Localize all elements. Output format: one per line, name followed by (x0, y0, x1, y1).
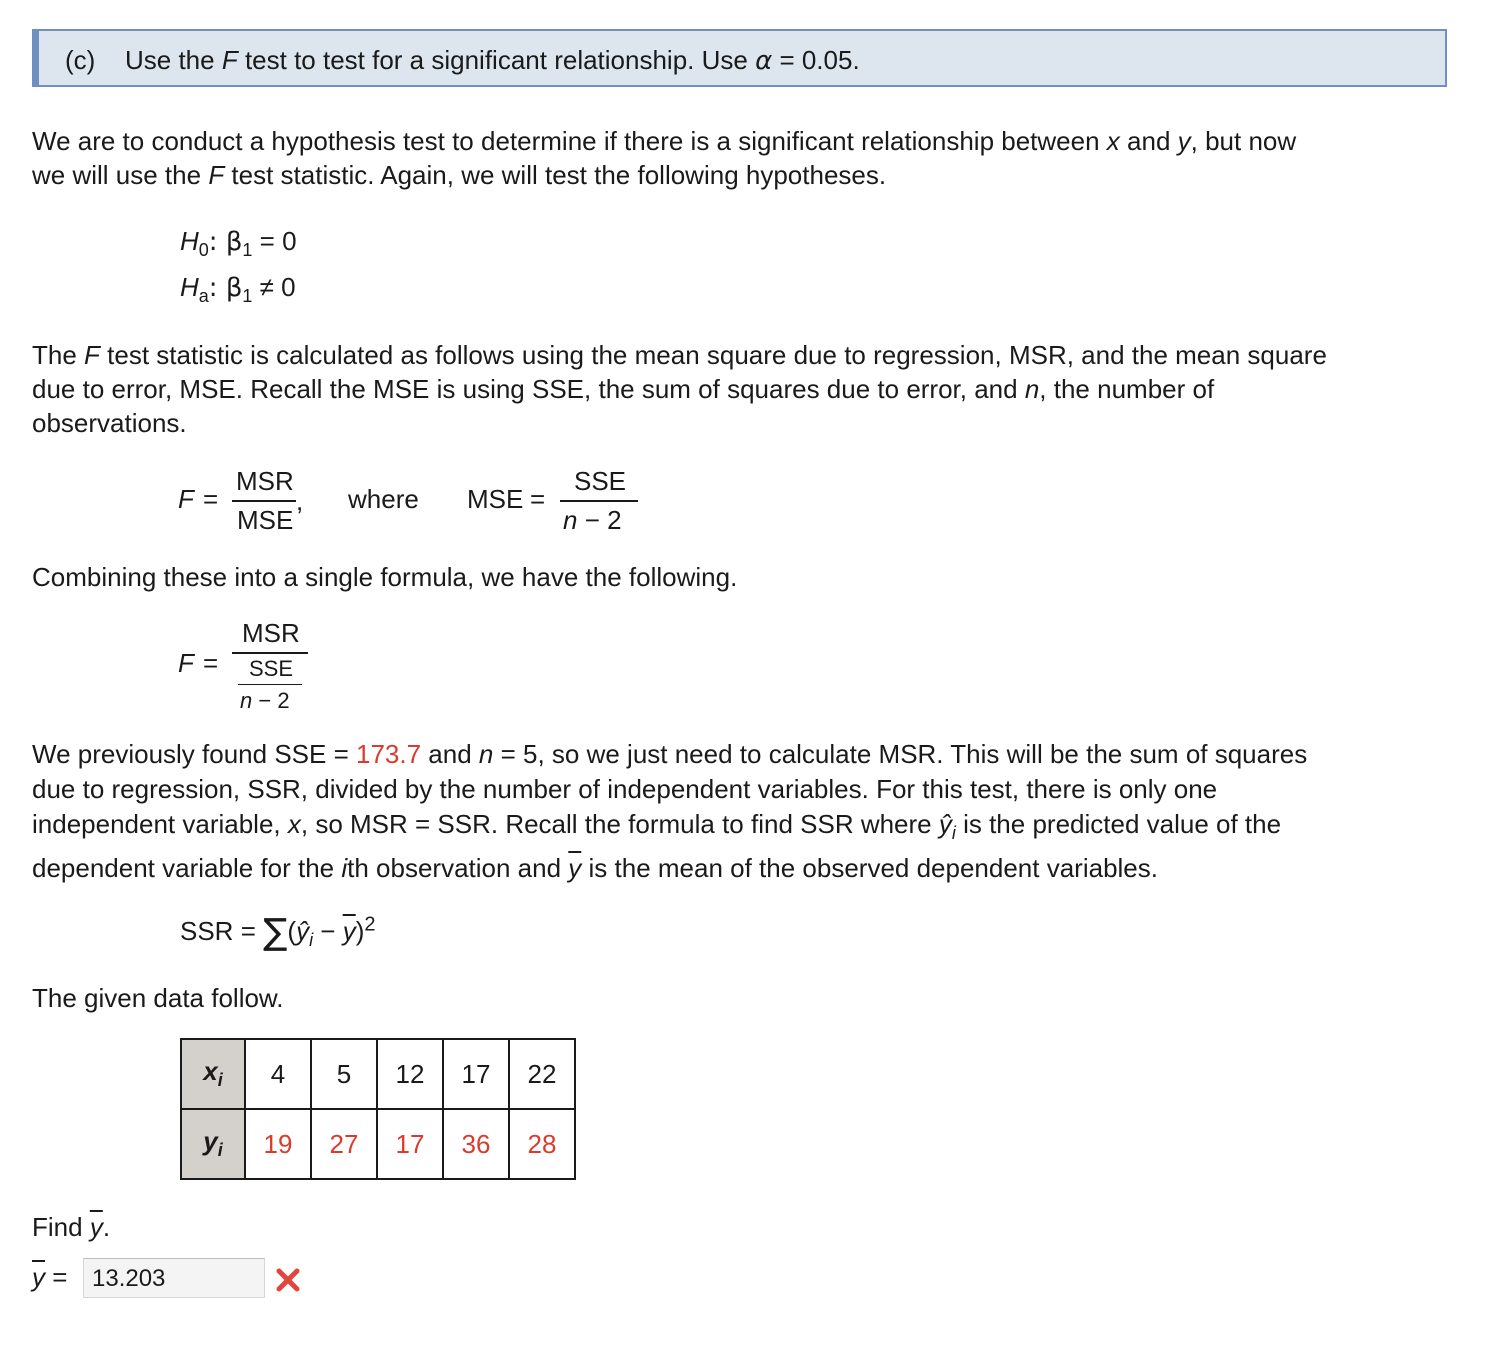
data-table (180, 1038, 576, 1180)
intro-paragraph: We are to conduct a hypothesis test to determine if there is a significant relationship between x and y, but now we will use the F test statistic. Again, we will test the following hypotheses. (32, 126, 1297, 190)
sse-paragraph: We previously found SSE = 173.7 and n = 5, so we just need to calculate MSR. This will be the sum of squares due to regression, SSR, divided by the number of independent variables. For this test, there is only one independent variable, x, so MSR = SSR. Recall the formula to find SSR where $ŷ_i$ is the predicted value of the dependent variable for the ith observation and $\overline{y}$ is the mean of the observed dependent variables. (32, 739, 1308, 884)
formula-f-symbol: F (178, 484, 194, 514)
x-header-cell: $x_i$ (181, 1039, 245, 1109)
mse-numerator: SSE (574, 466, 627, 496)
formula-equals: = (203, 484, 219, 514)
x-value-cell: 17 (443, 1039, 509, 1109)
formula-comma: , (296, 486, 304, 516)
incorrect-x-icon (274, 1266, 302, 1294)
y-value-cell: 27 (311, 1109, 377, 1179)
alternative-hypothesis: $H_a$: $\beta_1 \ne 0$ (180, 272, 296, 307)
combining-text: Combining these into a single formula, we have the following. (32, 562, 738, 592)
sse-value: 173.7 (355, 739, 422, 769)
formula2-inner-numerator: SSE (249, 656, 294, 681)
mse-fraction-bar (560, 500, 638, 502)
y-value-cell: 19 (245, 1109, 311, 1179)
part-instruction: Use the F test to test for a significant relationship. Use α = 0.05. (125, 45, 860, 76)
fraction-bar (232, 500, 296, 502)
ybar-answer-input[interactable]: 13.203 (83, 1258, 265, 1298)
formula2-f-symbol: F (178, 648, 194, 678)
formula2-numerator: MSR (242, 618, 300, 648)
mse-equals: = (530, 484, 546, 514)
fraction-numerator: MSR (236, 466, 294, 496)
null-hypothesis: $H_0$: $\beta_1 = 0$ (180, 226, 297, 261)
mse-denominator: n − 2 (563, 505, 622, 535)
y-value-cell: 28 (509, 1109, 575, 1179)
mse-label: MSE (467, 484, 524, 514)
where-text: where (348, 484, 419, 514)
formula2-inner-bar (238, 684, 302, 685)
part-label: (c) (65, 45, 96, 75)
ssr-formula: SSR = $\sum(ŷ_i - \overline{y})^2$ (180, 912, 376, 953)
ftest-paragraph: The F test statistic is calculated as follows using the mean square due to regression, MSR, and the mean square due to error, MSE. Recall the MSE is using SSE, the sum of squares due to error, and n, the number of observations. (32, 340, 1327, 438)
table-row-x (181, 1039, 575, 1109)
ybar-answer-label: $\overline{y}$ = (32, 1262, 68, 1292)
part-header (32, 29, 1447, 87)
sigma-symbol: ∑ (263, 912, 288, 953)
x-value-cell: 4 (245, 1039, 311, 1109)
formula2-main-bar (232, 652, 308, 654)
formula2-inner-denominator: n − 2 (240, 688, 290, 713)
y-value-cell: 17 (377, 1109, 443, 1179)
x-value-cell: 5 (311, 1039, 377, 1109)
x-value-cell: 12 (377, 1039, 443, 1109)
y-header-cell: $y_i$ (181, 1109, 245, 1179)
find-ybar-prompt: Find $\overline{y}$. (32, 1212, 111, 1242)
table-row-y (181, 1109, 575, 1179)
fraction-denominator: MSE (237, 505, 294, 535)
y-value-cell: 36 (443, 1109, 509, 1179)
formula2-equals: = (203, 648, 219, 678)
given-data-text: The given data follow. (32, 983, 284, 1013)
x-value-cell: 22 (509, 1039, 575, 1109)
